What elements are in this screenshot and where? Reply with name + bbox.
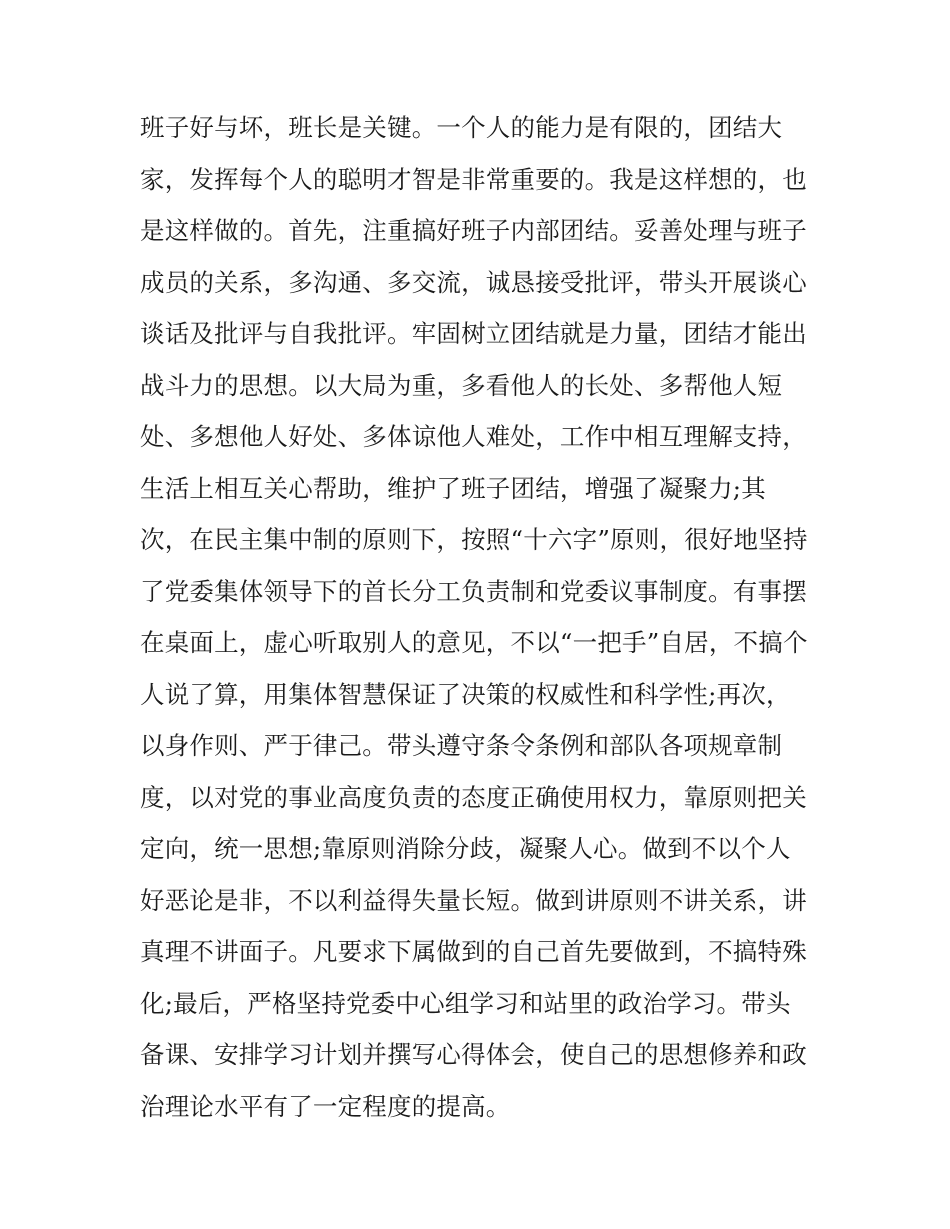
- text-line: 战斗力的思想。以大局为重，多看他人的长处、多帮他人短: [140, 370, 783, 400]
- text-line: 治理论水平有了一定程度的提高。: [140, 1091, 511, 1121]
- text-line: 以身作则、严于律己。带头遵守条令条例和部队各项规章制: [140, 731, 783, 760]
- text-line: 班子好与坏，班长是关键。一个人的能力是有限的，团结大: [140, 113, 783, 142]
- text-line: 好恶论是非，不以利益得失量长短。做到讲原则不讲关系，讲: [140, 885, 807, 915]
- text-line: 真理不讲面子。凡要求下属做到的自己首先要做到，不搞特殊: [140, 937, 807, 966]
- text-line: 生活上相互关心帮助，维护了班子团结，增强了凝聚力;其: [140, 473, 766, 503]
- text-line: 次，在民主集中制的原则下，按照“十六字”原则，很好地坚持: [140, 525, 808, 554]
- text-line: 化;最后，严格坚持党委中心组学习和站里的政治学习。带头: [140, 988, 791, 1018]
- text-line: 谈话及批评与自我批评。牢固树立团结就是力量，团结才能出: [140, 319, 807, 348]
- body-paragraph: [140, 102, 830, 1132]
- text-line: 度，以对党的事业高度负责的态度正确使用权力，靠原则把关: [140, 782, 807, 812]
- text-line: 了党委集体领导下的首长分工负责制和党委议事制度。有事摆: [140, 576, 807, 606]
- text-line: 是这样做的。首先，注重搞好班子内部团结。妥善处理与班子: [140, 216, 807, 245]
- text-line: 在桌面上，虚心听取别人的意见，不以“一把手”自居，不搞个: [140, 628, 808, 657]
- text-line: 定向，统一思想;靠原则消除分歧，凝聚人心。做到不以个人: [140, 834, 791, 863]
- text-line: 备课、安排学习计划并撰写心得体会，使自己的思想修养和政: [140, 1040, 807, 1069]
- text-line: 人说了算，用集体智慧保证了决策的权威性和科学性;再次，: [140, 679, 791, 709]
- text-line: 成员的关系，多沟通、多交流，诚恳接受批评，带头开展谈心: [140, 267, 807, 297]
- text-line: 家，发挥每个人的聪明才智是非常重要的。我是这样想的，也: [140, 164, 807, 194]
- text-line: 处、多想他人好处、多体谅他人难处，工作中相互理解支持，: [140, 422, 807, 451]
